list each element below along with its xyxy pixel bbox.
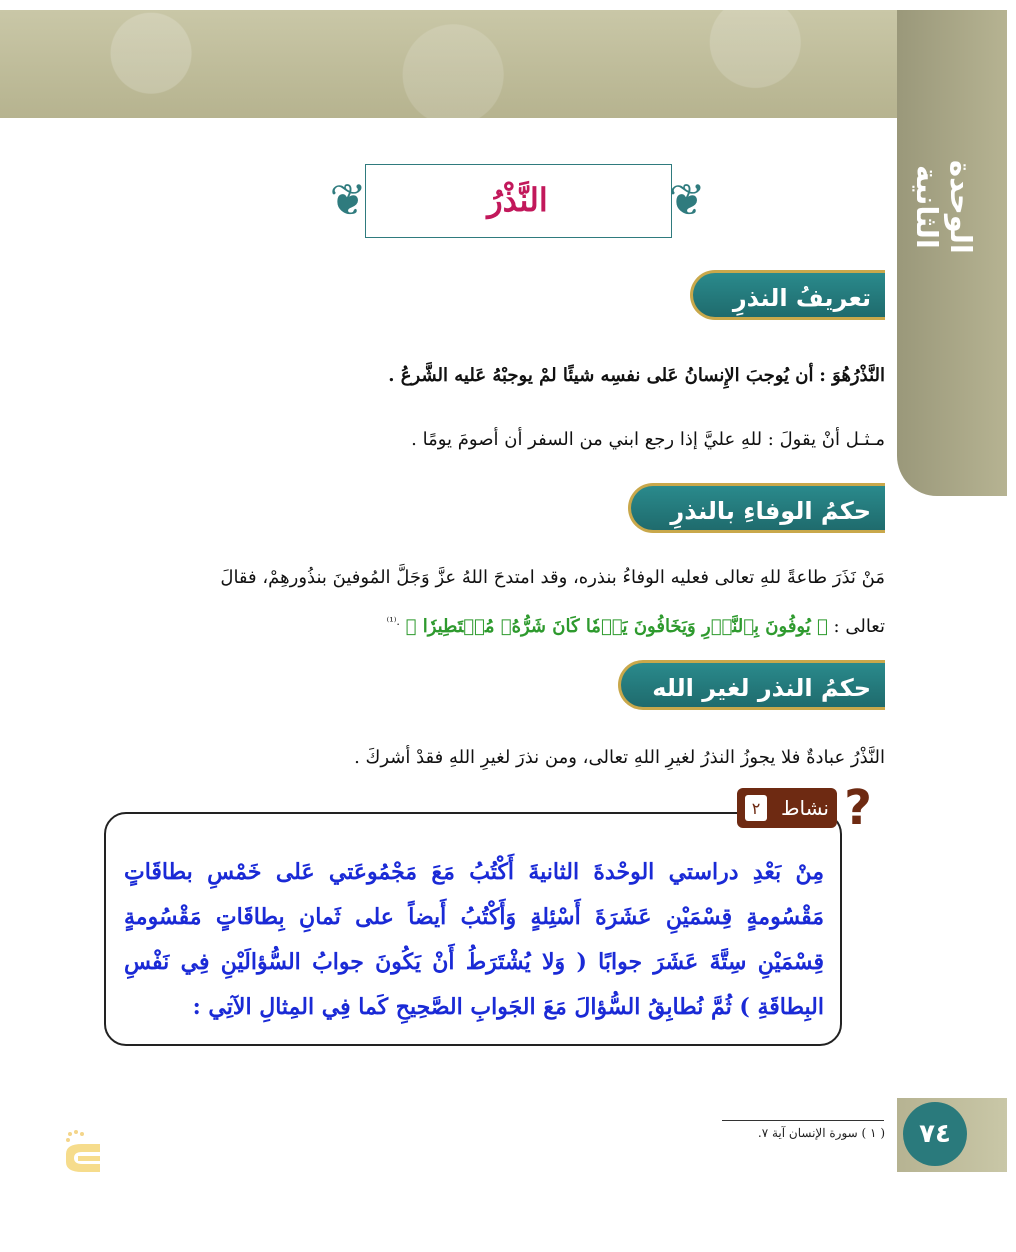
page-number: ٧٤ [903,1102,967,1166]
other-than-allah-paragraph: النَّذْرُ عبادةٌ فلا يجوزُ النذرُ لغيرِ اللهِ تعالى، ومن نذرَ لغيرِ اللهِ فقدْ أشركَ . [354,747,885,768]
section-heading-fulfillment: حكمُ الوفاءِ بالنذرِ [628,483,885,533]
top-banner [0,10,1007,118]
lesson-title: النَّذْرُ [487,181,548,219]
fulfillment-line-2 [95,604,885,645]
definition-paragraph [260,358,885,394]
example-paragraph: مـثـل أنْ يقولَ : للهِ عليَّ إذا رجع ابني من السفر أن أصومَ يومًا . [411,429,885,450]
publisher-logo-icon [60,1128,104,1184]
activity-number: ٢ [745,795,767,821]
section-heading-other-than-allah: حكمُ النذر لغير الله [618,660,885,710]
ornament-right-icon: ❦ [668,175,706,226]
fulfillment-line-1: مَنْ نَذَرَ طاعةً للهِ تعالى فعليه الوفاءُ بنذره، وقد امتدحَ اللهُ عزَّ وَجَلَّ المُوفينَ بنذُورهِمْ، فقالَ [220,567,885,588]
activity-label-text: نشاط [781,796,829,820]
definition-text: أن يُوجبَ الإِنسانُ عَلى نفسِه شيئًا لمْ يوجبْهُ عَليه الشَّرعُ . [388,365,814,386]
question-mark-icon: ? [844,780,872,836]
ornament-left-icon: ❦ [329,175,367,226]
fulfillment-prefix: تعالى : [833,616,885,637]
activity-text: مِنْ بَعْدِ دراستي الوحْدةَ الثانيةَ أَكْتُبُ مَعَ مَجْمُوعَتي عَلى خَمْسِ بطاقَاتٍ مَقْسُومةٍ قِسْمَيْنِ عَشَرَةَ أَسْئِلةٍ وَأَكْتُبُ أَيضاً على ثَمانِ بِطاقَاتٍ مَقْسُومةٍ قِسْمَيْنِ سِتَّةَ عَشَرَ جوابًا ( وَلا يُشْتَرَطُ أَنْ يَكُونَ جوابُ السُّؤالَيْنِ فِي نَفْسِ البِطاقَةِ ) ثُمَّ نُطابِقُ السُّؤالَ مَعَ الجَوابِ الصَّحِيحِ كَما فِي المِثالِ الآتِي : [124,859,824,1020]
title-frame [325,160,710,242]
definition-term: النَّذْرُهُوَ : [819,365,885,386]
activity-label [737,788,837,828]
section-heading-definition: تعريفُ النذرِ [690,270,885,320]
footnote-ref: .⁽¹⁾ [386,615,400,628]
unit-title: الوحدة الثانية [910,160,978,254]
quran-verse: ﴿ يُوفُونَ بِٱلنَّذۡرِ وَيَخَافُونَ يَوۡمٗا كَانَ شَرُّهُۥ مُسۡتَطِيرٗا ﴾ [405,616,828,637]
footnote-divider [722,1120,884,1121]
footnote: ( ١ ) سورة الإنسان آية ٧. [757,1126,885,1140]
